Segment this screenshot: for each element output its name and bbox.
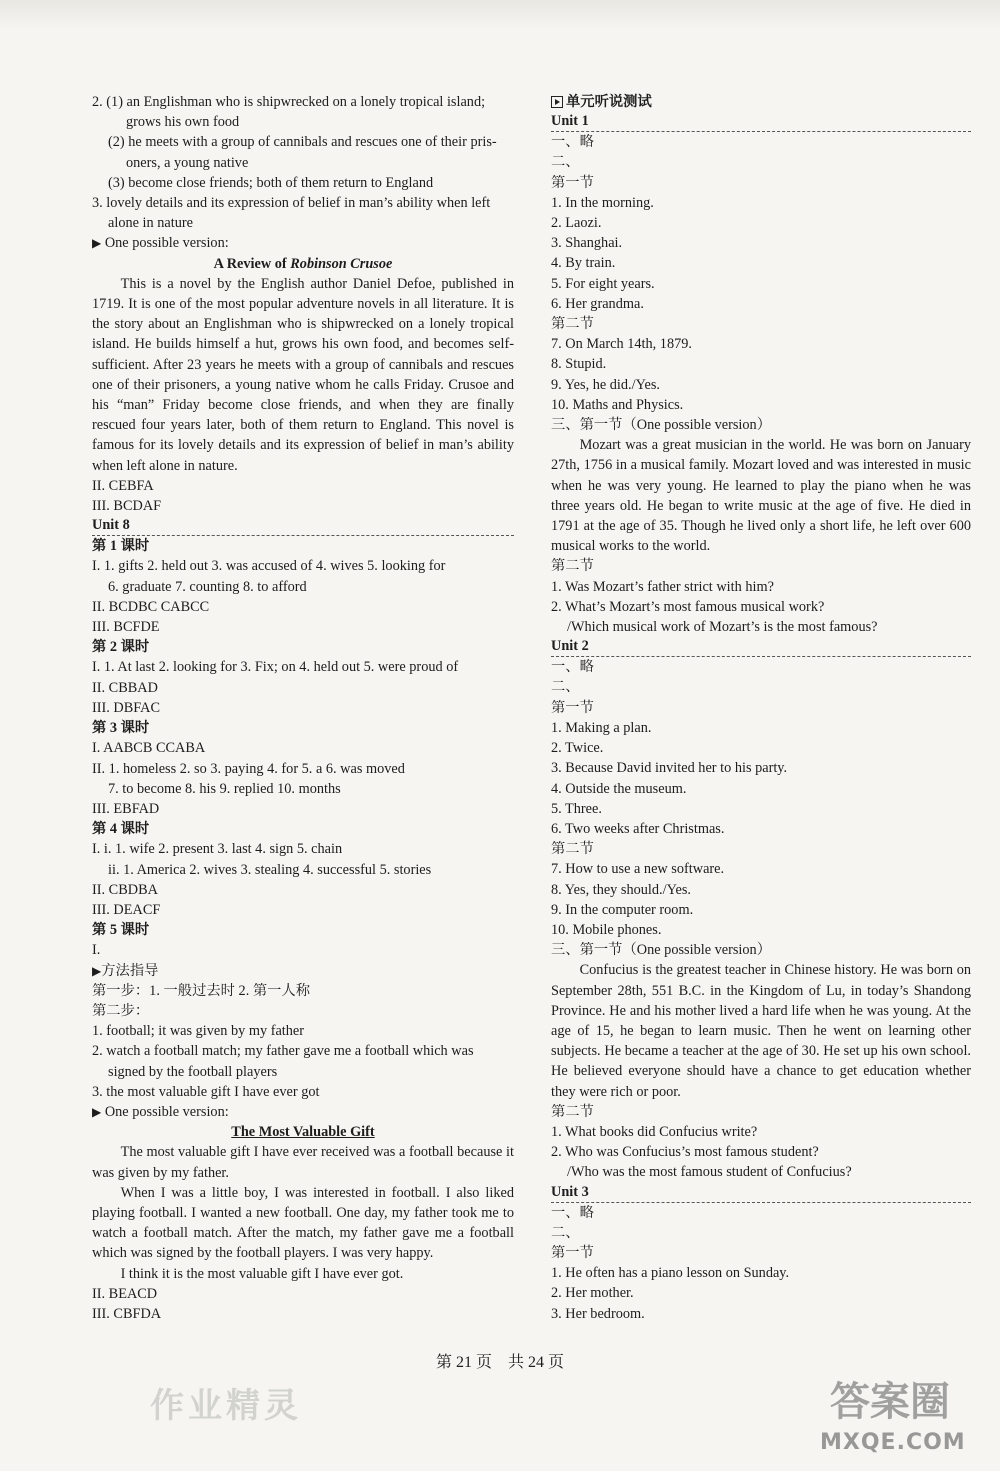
answer-line: 8. Stupid. — [551, 356, 607, 373]
essay-title: The Most Valuable Gift — [231, 1124, 375, 1141]
left-column — [92, 92, 514, 1324]
unit-heading: Unit 8 — [92, 516, 514, 536]
play-icon — [551, 96, 563, 108]
answer-line: 2. watch a football match; my father gave me a football which was — [92, 1043, 474, 1060]
lesson-heading: 第 1 课时 — [92, 538, 150, 555]
answer-line: I. 1. gifts 2. held out 3. was accused of 4. wives 5. looking for — [92, 558, 446, 575]
subsection-heading: 三、第一节（One possible version） — [551, 942, 771, 959]
answer-line: II. BCDBC CABCC — [92, 598, 210, 615]
page-number: 第 21 页 共 24 页 — [435, 1354, 564, 1371]
answer-line: 3. Shanghai. — [551, 235, 623, 252]
lesson-heading: 第 4 课时 — [92, 821, 150, 838]
sample-label — [92, 233, 514, 253]
answer-line: 第二步： — [92, 1002, 150, 1019]
answer-line: 7. On March 14th, 1879. — [551, 336, 692, 353]
section-heading — [551, 92, 971, 112]
watermark-left: 作业精灵 — [150, 1386, 302, 1426]
answer-line: I. 1. At last 2. looking for 3. Fix; on 4. held out 5. were proud of — [92, 659, 459, 676]
answer-line: 3. the most valuable gift I have ever got — [92, 1083, 320, 1100]
answer-line: 1. Making a plan. — [551, 719, 652, 736]
method-heading-text: 方法指导 — [101, 962, 159, 979]
essay-paragraph: I think it is the most valuable gift I have ever got. — [120, 1265, 404, 1282]
answer-line: 8. Yes, they should./Yes. — [551, 881, 691, 898]
triangle-icon: ▶ — [92, 236, 102, 251]
answer-line: 一、略 — [551, 1204, 594, 1221]
watermark-logo: 答案圈 — [830, 1379, 950, 1425]
answer-line: 4. Outside the museum. — [551, 780, 687, 797]
answer-line: III. CBFDA — [92, 1305, 162, 1322]
answer-line: 一、略 — [551, 659, 594, 676]
answer-line: (2) he meets with a group of cannibals and rescues one of their pris- — [108, 134, 497, 151]
answer-line: III. EBFAD — [92, 800, 160, 817]
answer-line: I. — [92, 942, 101, 959]
section-heading-text: 单元听说测试 — [566, 94, 652, 110]
sample-paragraph: Confucius is the greatest teacher in Chinese history. He was born on September 28th, 551 B.C. in the Kingdom of Lu, in today’s Shandong Province. He and his mother lived a hard life when he was young. At the age of 15, he began to learn music. Then he went on learning other subjects. He became a teacher at the age of 30. He set up his own school. He believed everyone should have a chance to get education whether they were rich or poor. — [551, 962, 971, 1100]
answer-line: III. BCFDE — [92, 619, 160, 636]
answer-line: 二、 — [551, 1224, 580, 1241]
unit-heading: Unit 2 — [551, 637, 971, 657]
answer-line: I. i. 1. wife 2. present 3. last 4. sign 5. chain — [92, 841, 343, 858]
unit-heading: Unit 1 — [551, 112, 971, 132]
essay-title-text: A Review of — [213, 255, 291, 272]
lesson-heading: 第 3 课时 — [92, 720, 150, 737]
subsection-heading: 第一节 — [551, 174, 594, 191]
answer-line: 2. Laozi. — [551, 215, 602, 232]
answer-line: 2. Twice. — [551, 740, 604, 757]
sample-label-text: One possible version: — [104, 235, 229, 252]
answer-line: 6. Two weeks after Christmas. — [551, 820, 725, 837]
subsection-heading: 第一节 — [551, 699, 594, 716]
answer-line: 10. Mobile phones. — [551, 921, 662, 938]
answer-line: 9. Yes, he did./Yes. — [551, 376, 660, 393]
answer-line: 第一步：1. 一般过去时 2. 第一人称 — [92, 982, 311, 999]
answer-line: III. DBFAC — [92, 699, 161, 716]
answer-line: grows his own food — [126, 114, 240, 131]
answer-line: 2. Her mother. — [551, 1285, 634, 1302]
answer-line: 7. How to use a new software. — [551, 861, 725, 878]
scan-edge — [0, 0, 1000, 30]
answer-line: 2. (1) an Englishman who is shipwrecked on a lonely tropical island; — [92, 94, 486, 110]
answer-line: signed by the football players — [108, 1063, 278, 1080]
answer-line: II. CBDBA — [92, 881, 158, 898]
answer-line: II. BEACD — [92, 1285, 158, 1302]
essay-paragraph: When I was a little boy, I was interested in football. I also liked playing football. I wanted a new football. One day, my father took me to watch a football match. After the match, my father gave me a football which was signed by the football players. I was very happy. — [92, 1184, 514, 1262]
answer-line: 一、略 — [551, 134, 594, 151]
answer-line: 5. Three. — [551, 800, 602, 817]
answer-line: 3. lovely details and its expression of belief in man’s ability when left — [92, 195, 491, 212]
triangle-icon: ▶ — [92, 1104, 102, 1119]
essay-paragraph: The most valuable gift I have ever received was a football because it was given by my father. — [92, 1144, 514, 1181]
answer-line: 1. Was Mozart’s father strict with him? — [551, 578, 774, 595]
answer-line: /Which musical work of Mozart’s is the most famous? — [567, 619, 878, 636]
answer-line: 1. football; it was given by my father — [92, 1023, 305, 1040]
answer-line: 9. In the computer room. — [551, 901, 694, 918]
unit-heading: Unit 3 — [551, 1183, 971, 1203]
answer-line: 1. He often has a piano lesson on Sunday. — [551, 1265, 790, 1282]
subsection-heading: 第一节 — [551, 1244, 594, 1261]
answer-line: 1. What books did Confucius write? — [551, 1123, 758, 1140]
subsection-heading: 第二节 — [551, 558, 594, 575]
answer-line: oners, a young native — [126, 154, 249, 171]
essay-paragraph: This is a novel by the English author Daniel Defoe, published in 1719. It is one of the most popular adventure novels in all literature. It is the story about an Englishman who is shipwrecked on a lonely tropical island. He builds himself a hut, grows his own food, and becomes self-sufficient. After 23 years he meets with a group of cannibals and rescues one of their prisoners, a young native whom he calls Friday. Crusoe and his “man” Friday become close friends, and when they are finally rescued four years later, both of them return to England. This novel is famous for its lovely details and its expression of belief in man’s ability when left alone in nature. — [92, 275, 514, 474]
subsection-heading: 第二节 — [551, 316, 594, 333]
answer-line: 10. Maths and Physics. — [551, 396, 684, 413]
answer-line: 4. By train. — [551, 255, 616, 272]
answer-line: I. AABCB CCABA — [92, 740, 206, 757]
lesson-heading: 第 2 课时 — [92, 639, 150, 656]
essay-title — [92, 254, 514, 274]
answer-line: alone in nature — [108, 215, 193, 232]
sample-label — [92, 1102, 514, 1122]
triangle-icon: ▶ — [92, 963, 102, 978]
answer-line: III. BCDAF — [92, 498, 162, 515]
answer-line: 2. Who was Confucius’s most famous student? — [551, 1144, 819, 1161]
answer-line: 6. Her grandma. — [551, 295, 644, 312]
answer-line: 3. Because David invited her to his party. — [551, 760, 788, 777]
answer-line: 3. Her bedroom. — [551, 1305, 645, 1322]
answer-line: 2. What’s Mozart’s most famous musical work? — [551, 598, 825, 615]
watermark-url: MXQE.COM — [820, 1430, 966, 1455]
sample-paragraph: Mozart was a great musician in the world. He was born on January 27th, 1756 in a musical family. Mozart loved and was interested in music when he was very young. He learned to play the piano when he was three years old. He began to write music at the age of five. He died in 1791 at the age of 35. Though he lived only a short life, he left over 600 musical works to the world. — [551, 437, 971, 555]
answer-line: II. CBBAD — [92, 679, 158, 696]
method-heading — [92, 961, 514, 981]
answer-line: II. CEBFA — [92, 477, 154, 494]
answer-line: 1. In the morning. — [551, 194, 654, 211]
lesson-heading: 第 5 课时 — [92, 922, 150, 939]
answer-line: 二、 — [551, 154, 580, 171]
answer-line: III. DEACF — [92, 901, 161, 918]
answer-line: /Who was the most famous student of Confucius? — [567, 1164, 852, 1181]
answer-line: II. 1. homeless 2. so 3. paying 4. for 5. a 6. was moved — [92, 760, 405, 777]
subsection-heading: 第二节 — [551, 841, 594, 858]
answer-line: 7. to become 8. his 9. replied 10. months — [108, 780, 341, 797]
answer-line: 5. For eight years. — [551, 275, 655, 292]
essay-title-italic: Robinson Crusoe — [290, 255, 393, 272]
right-column — [551, 92, 971, 1324]
sample-label-text: One possible version: — [104, 1103, 229, 1120]
subsection-heading: 三、第一节（One possible version） — [551, 417, 771, 434]
answer-line: (3) become close friends; both of them return to England — [108, 174, 434, 191]
answer-line: 6. graduate 7. counting 8. to afford — [108, 578, 307, 595]
subsection-heading: 第二节 — [551, 1103, 594, 1120]
answer-line: 二、 — [551, 679, 580, 696]
answer-line: ii. 1. America 2. wives 3. stealing 4. successful 5. stories — [108, 861, 432, 878]
